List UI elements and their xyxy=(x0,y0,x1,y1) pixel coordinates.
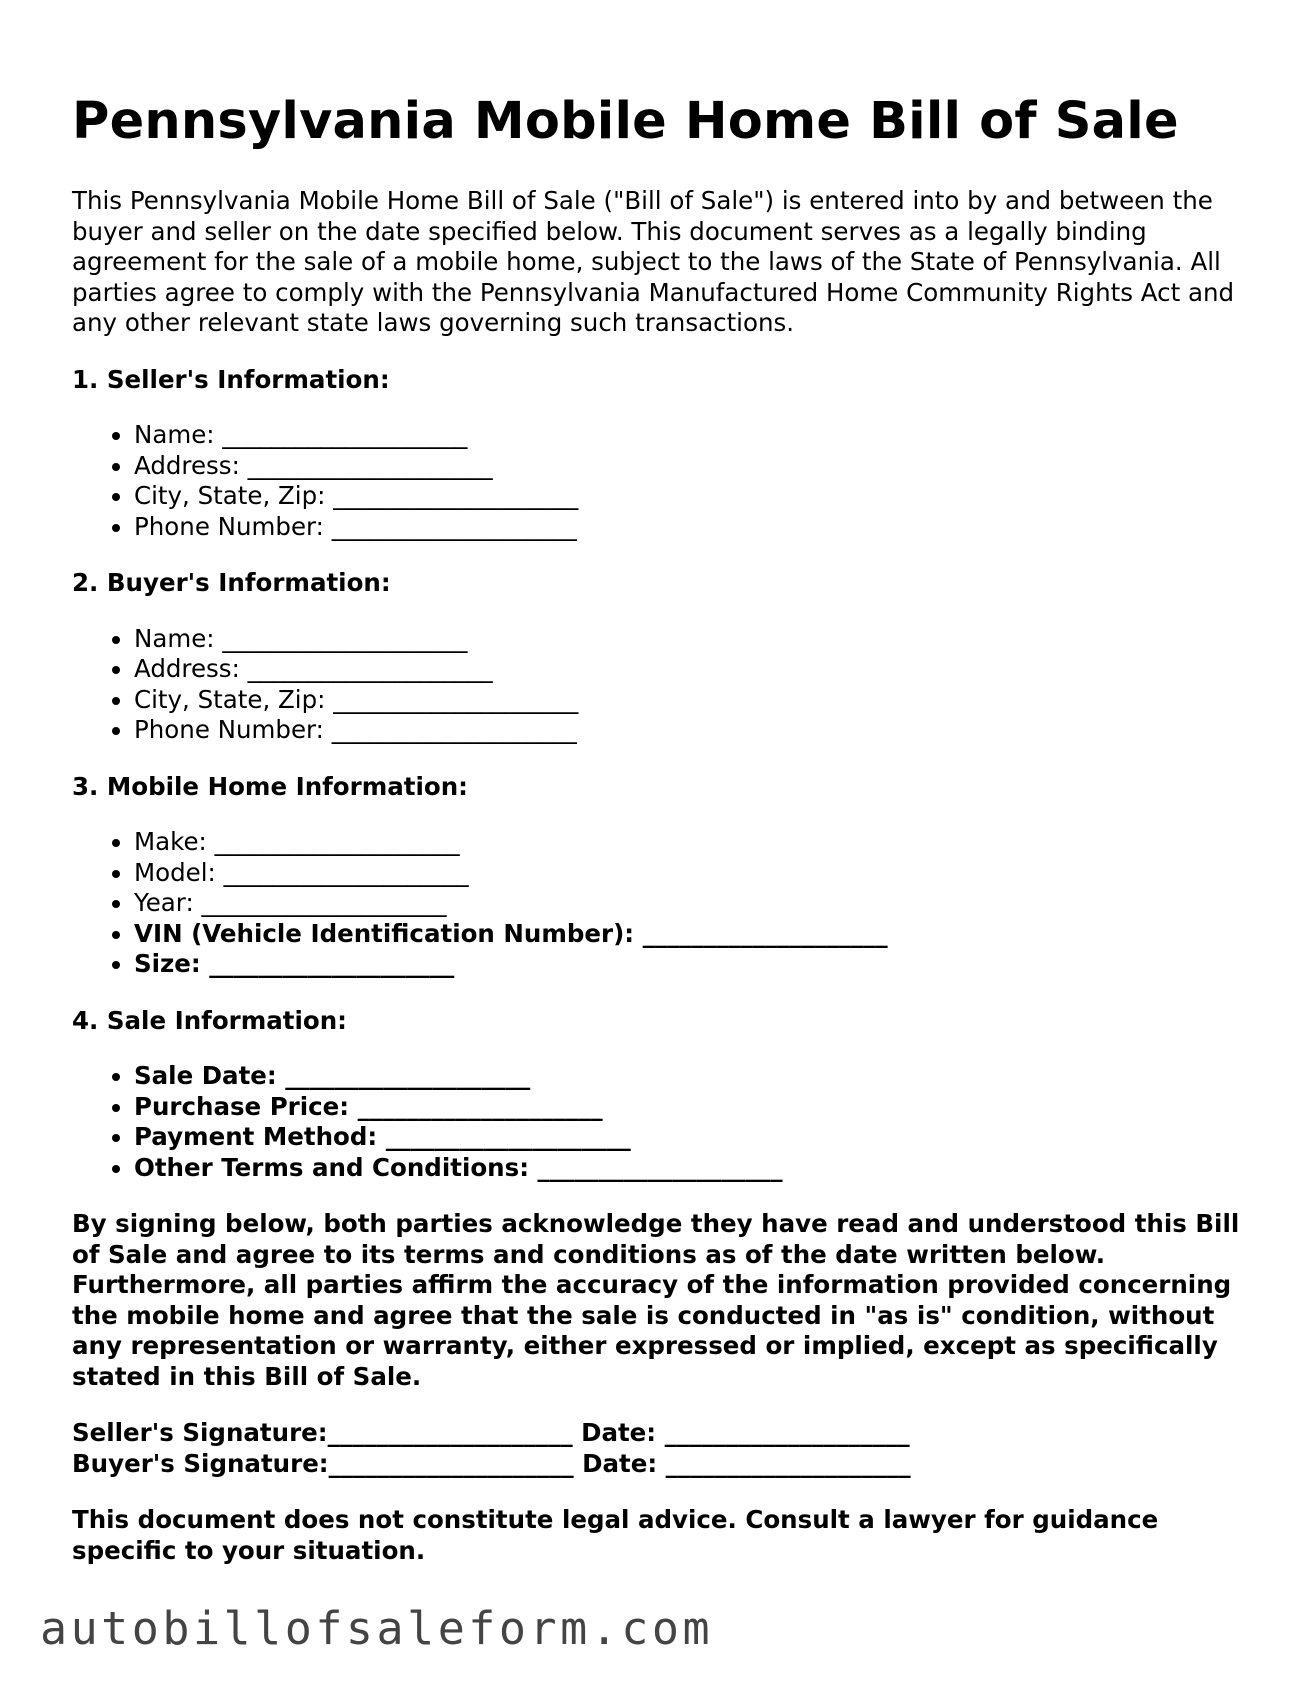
sale-field-list xyxy=(72,1061,1242,1183)
sale-date-field: • Sale Date: ____________________ xyxy=(134,1061,1242,1092)
buyer-phone-field: • Phone Number: ____________________ xyxy=(134,715,1242,746)
home-model-field: • Model: ____________________ xyxy=(134,858,1242,889)
site-watermark: autobillofsaleform.com xyxy=(40,1602,714,1655)
sale-section-heading: 4. Sale Information: xyxy=(72,1005,347,1035)
legal-disclaimer: This document does not constitute legal advice. Consult a lawyer for guidance specific to your situation. xyxy=(72,1505,1159,1565)
seller-phone-field: • Phone Number: ____________________ xyxy=(134,512,1242,543)
signature-block xyxy=(72,1418,1242,1479)
acknowledgement-paragraph: By signing below, both parties acknowledge they have read and understood this Bill of Sale and agree to its terms and conditions as of the date written below. Furthermore, all parties affirm the accuracy of the information provided concerning the mobile home and agree that the sale is conducted in "as is" condition, without any representation or warranty, either expressed or implied, except as specifically stated in this Bill of Sale. xyxy=(72,1209,1240,1391)
buyer-city-state-zip-field: • City, State, Zip: ____________________ xyxy=(134,685,1242,716)
home-year-field: • Year: ____________________ xyxy=(134,888,1242,919)
seller-signature-line: Seller's Signature:____________________ Date: ____________________ xyxy=(72,1418,910,1447)
buyer-address-field: • Address: ____________________ xyxy=(134,654,1242,685)
purchase-price-field: • Purchase Price: ____________________ xyxy=(134,1092,1242,1123)
seller-address-field: • Address: ____________________ xyxy=(134,451,1242,482)
buyer-signature-line: Buyer's Signature:____________________ Date: ____________________ xyxy=(72,1448,911,1478)
home-make-field: • Make: ____________________ xyxy=(134,827,1242,858)
home-size-field: • Size: ____________________ xyxy=(134,949,1242,980)
intro-paragraph: This Pennsylvania Mobile Home Bill of Sale ("Bill of Sale") is entered into by and between the buyer and seller on the date specified below. This document serves as a legally binding agreement for the sale of a mobile home, subject to the laws of the State of Pennsylvania. All parties agree to comply with the Pennsylvania Manufactured Home Community Rights Act and any other relevant state laws governing such transactions. xyxy=(72,186,1235,337)
document-title: Pennsylvania Mobile Home Bill of Sale xyxy=(72,92,1179,151)
other-terms-field: • Other Terms and Conditions: ____________________ xyxy=(134,1153,1242,1184)
seller-section-heading: 1. Seller's Information: xyxy=(72,364,390,394)
home-field-list xyxy=(72,827,1242,980)
payment-method-field: • Payment Method: ____________________ xyxy=(134,1122,1242,1153)
home-vin-field: • VIN (Vehicle Identification Number): ____________________ xyxy=(134,919,1242,950)
buyer-field-list xyxy=(72,624,1242,746)
seller-field-list xyxy=(72,420,1242,542)
seller-city-state-zip-field: • City, State, Zip: ____________________ xyxy=(134,481,1242,512)
seller-name-field: • Name: ____________________ xyxy=(134,420,1242,451)
home-section-heading: 3. Mobile Home Information: xyxy=(72,771,468,801)
buyer-section-heading: 2. Buyer's Information: xyxy=(72,568,391,597)
buyer-name-field: • Name: ____________________ xyxy=(134,624,1242,655)
document-page xyxy=(72,86,1242,1566)
